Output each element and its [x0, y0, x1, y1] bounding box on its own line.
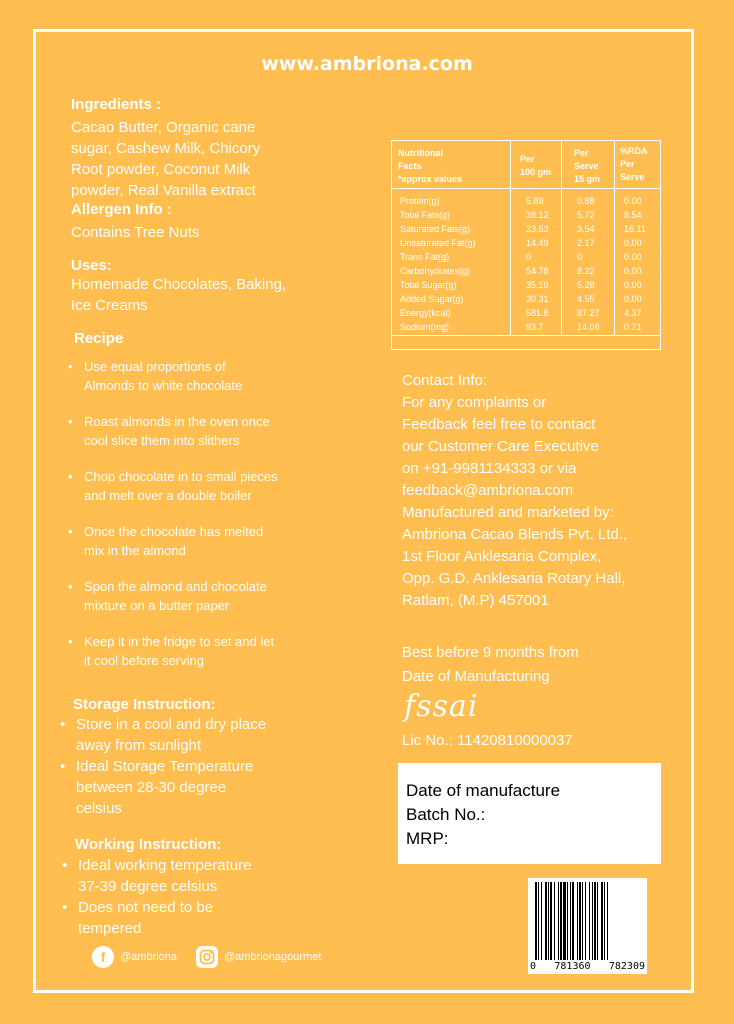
contact-line: our Customer Care Executive: [402, 438, 599, 455]
instagram-icon: [196, 946, 218, 968]
ingredients-line: sugar, Cashew Milk, Chicory: [71, 140, 261, 157]
nutrient-value: 0: [577, 252, 583, 262]
barcode-bar: [577, 882, 578, 960]
contact-line: Feedback feel free to contact: [402, 416, 596, 433]
recipe-step: • Chop chocolate in to small pieces and melt over a double boiler: [64, 467, 314, 505]
recipe-step: • Keep it in the fridge to set and let it cool before serving: [64, 632, 314, 670]
nutrition-row: [392, 196, 660, 210]
allergen-title: Allergen Info :: [71, 201, 172, 218]
nutrient-name: Protein(g): [400, 196, 440, 206]
uses-text: [71, 274, 311, 316]
nutrition-header: Nutritional Facts *approx values: [398, 148, 463, 184]
barcode-bar: [570, 882, 571, 960]
nutrition-header: Per Serve 15 gm: [574, 148, 601, 184]
nutrient-value: 0.71: [624, 322, 642, 332]
nutrient-name: Sodium(mg): [400, 322, 450, 332]
nutrient-value: 0.00: [624, 280, 642, 290]
ingredients-line: powder, Real Vanilla extract: [71, 182, 256, 199]
barcode-bar: [560, 882, 562, 960]
storage-list: [56, 714, 306, 819]
contact-phone[interactable]: on +91-9981134333 or via: [402, 460, 577, 477]
nutrient-value: 4.55: [577, 294, 595, 304]
nutrient-value: 14.06: [577, 322, 600, 332]
storage-title: Storage Instruction:: [73, 696, 216, 713]
nutrient-name: Added Sugar(g): [400, 294, 464, 304]
recipe-step: • Spon the almond and chocolate mixture on a butter paper: [64, 577, 314, 615]
barcode-bar: [582, 882, 583, 960]
nutrient-name: Trans Fat(g): [400, 252, 450, 262]
nutrient-value: 0.00: [624, 196, 642, 206]
storage-item: • Ideal Storage Temperature between 28-30 degree celsius: [56, 756, 306, 819]
working-item: • Ideal working temperature 37-39 degree celsius: [58, 855, 308, 897]
working-title: Working Instruction:: [75, 836, 222, 853]
barcode-bar: [604, 882, 605, 960]
barcode-bar: [554, 882, 555, 960]
nutrition-row: [392, 266, 660, 280]
nutrient-name: Energy(kcal): [400, 308, 451, 318]
manufacture-date-label: Date of manufacture: [406, 781, 561, 800]
ingredients-section: [71, 96, 311, 316]
barcode-bar: [572, 882, 574, 960]
recipe-step: • Roast almonds in the oven once cool slice them into slithers: [64, 412, 314, 450]
nutrient-name: Total Fats(g): [400, 210, 451, 220]
nutrient-value: 54.78: [526, 266, 549, 276]
nutrient-value: 23.63: [526, 224, 549, 234]
barcode-bar: [597, 882, 598, 960]
contact-line: For any complaints or: [402, 394, 547, 411]
nutrient-name: Carbohydrates(g): [400, 266, 471, 276]
barcode-bar: [579, 882, 581, 960]
contact-title: Contact Info:: [402, 372, 488, 389]
nutrient-value: 5.72: [577, 210, 595, 220]
recipe-steps: [64, 357, 314, 687]
facebook-handle: @ambriona: [120, 951, 178, 963]
barcode-bar: [541, 882, 542, 960]
nutrient-value: 0.00: [624, 266, 642, 276]
ingredients-line: Root powder, Coconut Milk: [71, 161, 251, 178]
nutrition-header: Per 100 gm: [520, 154, 552, 177]
ingredients-text: [71, 117, 311, 201]
manufacturer-line: Opp. G.D. Anklesaria Rotary Hall,: [402, 570, 626, 587]
nutrition-row: [392, 280, 660, 294]
fssai-license: Lic No.: 11420810000037: [402, 732, 573, 749]
nutrition-row: [392, 252, 660, 266]
nutrition-table: [391, 140, 661, 350]
batch-number-label: Batch No.:: [406, 805, 486, 824]
working-item: • Does not need to be tempered: [58, 897, 308, 939]
nutrition-row: [392, 308, 660, 322]
barcode-bar: [563, 882, 566, 960]
uses-line: Ice Creams: [71, 297, 148, 314]
barcode-bar: [589, 882, 590, 960]
facebook-link[interactable]: [92, 946, 177, 968]
barcode-bar: [567, 882, 568, 960]
batch-info-box: [398, 763, 661, 864]
nutrient-value: 93.7: [526, 322, 544, 332]
contact-info: [402, 370, 627, 612]
instagram-link[interactable]: [196, 946, 321, 968]
nutrient-value: 0.00: [624, 252, 642, 262]
contact-email[interactable]: feedback@ambriona.com: [402, 482, 574, 499]
barcode-bar: [535, 882, 537, 960]
barcode-bar: [558, 882, 559, 960]
ingredients-line: Cacao Butter, Organic cane: [71, 119, 256, 136]
manufacturer-line: Ratlam, (M.P) 457001: [402, 592, 549, 609]
nutrient-value: 581.8: [526, 308, 549, 318]
allergen-text: Contains Tree Nuts: [71, 224, 200, 241]
best-before: Best before 9 months from Date of Manufacturing: [402, 644, 579, 685]
nutrition-row: [392, 224, 660, 238]
nutrient-value: 4.37: [624, 308, 642, 318]
uses-title: Uses:: [71, 257, 112, 274]
nutrition-row: [392, 294, 660, 308]
nutrient-value: 0.00: [624, 238, 642, 248]
ingredients-title: Ingredients :: [71, 96, 162, 113]
barcode-bar: [538, 882, 539, 960]
nutrient-value: 0.00: [624, 294, 642, 304]
nutrient-name: Saturated Fats(g): [400, 224, 471, 234]
barcode-bar: [550, 882, 552, 960]
recipe-step: • Use equal proportions of Almonds to white chocolate: [64, 357, 314, 395]
working-list: [58, 855, 308, 939]
barcode-bar: [594, 882, 596, 960]
barcode-bar: [592, 882, 593, 960]
barcode: [528, 878, 647, 974]
nutrient-value: 38.12: [526, 210, 549, 220]
nutrient-value: 3.54: [577, 224, 595, 234]
nutrient-value: 8.22: [577, 266, 595, 276]
instagram-handle: @ambrionagourmet: [224, 951, 322, 963]
nutrient-value: 5.28: [577, 280, 595, 290]
barcode-bars: [528, 878, 647, 974]
nutrient-value: 30.31: [526, 294, 549, 304]
nutrient-value: 5.89: [526, 196, 544, 206]
nutrient-name: Unsaturated Fat(g): [400, 238, 476, 248]
barcode-bar: [545, 882, 547, 960]
recipe-title: Recipe: [74, 330, 124, 347]
nutrient-value: 87.27: [577, 308, 600, 318]
barcode-bar: [585, 882, 586, 960]
barcode-bar: [601, 882, 603, 960]
fssai-logo: fssai: [404, 689, 479, 724]
nutrition-row: [392, 210, 660, 224]
barcode-number: 0 781360 782309: [530, 961, 645, 972]
nutrition-header: %RDA Per Serve: [620, 146, 648, 182]
mrp-label: MRP:: [406, 829, 449, 848]
facebook-icon: f: [92, 946, 114, 968]
nutrient-value: 8.54: [624, 210, 642, 220]
manufacturer-title: Manufactured and marketed by:: [402, 504, 614, 521]
barcode-bar: [607, 882, 608, 960]
uses-line: Homemade Chocolates, Baking,: [71, 276, 287, 293]
nutrient-value: 0.88: [577, 196, 595, 206]
nutrient-value: 14.49: [526, 238, 549, 248]
recipe-step: • Once the chocolate has melted mix in the almond: [64, 522, 314, 560]
barcode-bar: [548, 882, 549, 960]
manufacturer-line: 1st Floor Anklesaria Complex,: [402, 548, 602, 565]
nutrient-name: Total Sugar(g): [400, 280, 457, 290]
nutrient-value: 35.19: [526, 280, 549, 290]
manufacturer-line: Ambriona Cacao Blends Pvt. Ltd.,: [402, 526, 628, 543]
nutrition-row: [392, 322, 660, 336]
nutrient-value: 2.17: [577, 238, 595, 248]
nutrient-value: 16.11: [624, 224, 646, 234]
nutrient-value: 0: [526, 252, 532, 262]
storage-item: • Store in a cool and dry place away from sunlight: [56, 714, 306, 756]
nutrition-row: [392, 238, 660, 252]
website-url[interactable]: www.ambriona.com: [261, 53, 473, 75]
